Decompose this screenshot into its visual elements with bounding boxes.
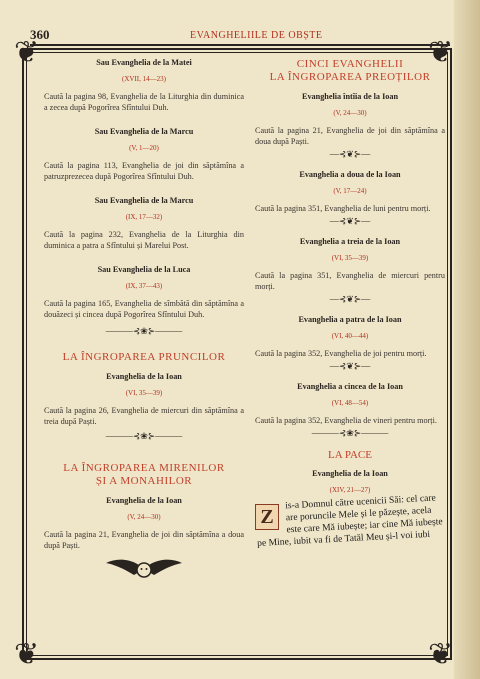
left-column (44, 58, 244, 585)
corner-ornament-icon: ❦ (428, 36, 454, 69)
corner-ornament-icon: ❦ (14, 638, 40, 671)
section-title-line: LA ÎNGROPAREA PREOȚILOR (269, 71, 431, 83)
gospel-item (255, 170, 445, 227)
running-title: EVANGHELIILE DE OBȘTE (190, 30, 323, 41)
gospel-text: Caută la pagina 351, Evanghelia de miercuri pentru morți. (255, 271, 445, 291)
gospel-item (255, 237, 445, 305)
gospel-reference: (VI, 48—54) (331, 399, 369, 407)
gospel-reference: (IX, 17—32) (125, 213, 163, 221)
ornament-divider-icon: —⊰❦⊱— (329, 216, 371, 226)
gospel-reference: (V, 1—20) (129, 144, 159, 152)
pace-passage (255, 492, 445, 550)
gospel-text: Caută la pagina 232, Evanghelia de la Liturghia din duminica a patra a Sfîntului și Marelui Post. (44, 230, 244, 250)
gospel-heading: Evanghelia întîia de la Ioan (302, 92, 398, 101)
section-title (255, 58, 445, 84)
gospel-item (44, 58, 244, 113)
ornament-divider-icon: —⊰❦⊱— (329, 294, 371, 304)
gospel-heading: Evanghelia a treia de la Ioan (299, 237, 401, 246)
gospel-text: Caută la pagina 98, Evanghelia de la Liturghia din duminica a zecea după Pogorîrea Sfîntului Duh. (44, 92, 244, 112)
gospel-reference: (XVII, 14—23) (122, 75, 166, 83)
gospel-text: Caută la pagina 21, Evanghelia de joi din săptămîna a doua după Paști. (44, 530, 244, 550)
gospel-heading: Sau Evanghelia de la Marcu (94, 196, 194, 205)
section-title: LA PACE (328, 449, 372, 461)
gospel-heading: Evanghelia a patra de la Ioan (298, 315, 402, 324)
gospel-heading: Evanghelia de la Ioan (106, 496, 182, 505)
ornament-divider-icon: —⊰❦⊱— (329, 361, 371, 371)
gospel-item (44, 196, 244, 251)
gospel-heading: Evanghelia a cincea de la Ioan (297, 382, 403, 391)
gospel-reference: (V, 24—30) (127, 513, 161, 521)
section-title-line: ȘI A MONAHILOR (95, 475, 193, 487)
gospel-heading: Sau Evanghelia de la Luca (97, 265, 191, 274)
corner-ornament-icon: ❦ (14, 36, 40, 69)
gospel-text: Caută la pagina 351, Evanghelia de luni pentru morți. (255, 204, 431, 213)
gospel-reference: (IX, 37—43) (125, 282, 163, 290)
gospel-text: Caută la pagina 352, Evanghelia de joi pentru morți. (255, 349, 427, 358)
page-number: 360 (30, 27, 50, 42)
gospel-heading: Evanghelia de la Ioan (312, 469, 388, 478)
gospel-text: Caută la pagina 21, Evanghelia de joi din săptămîna a doua după Paști. (255, 126, 445, 146)
corner-ornament-icon: ❦ (428, 638, 454, 671)
ornament-divider-icon: ———⊰❀⊱——— (105, 431, 183, 441)
gospel-text: Caută la pagina 352, Evanghelia de vineri pentru morți. (255, 416, 437, 425)
ornament-divider-icon: ———⊰❀⊱——— (105, 326, 183, 336)
pace-text: is-a Domnul către ucenicii Săi: cel care are poruncile Mele și le păzește, acela este care Mă iubește; iar cine Mă iubește pe Mine, iubit va fi de Tatăl Meu și-l voi iubi (256, 492, 443, 549)
ornament-divider-icon: —⊰❦⊱— (329, 149, 371, 159)
gospel-reference: (VI, 40—44) (331, 332, 369, 340)
gospel-item (255, 315, 445, 372)
gospel-heading: Sau Evanghelia de la Matei (96, 58, 192, 67)
gospel-item (255, 92, 445, 160)
gospel-text: Caută la pagina 165, Evanghelia de sîmbătă din săptămîna a douăzeci și cincea după Pogorîrea Sfîntului Duh. (44, 299, 244, 319)
header-rule (30, 44, 450, 46)
drop-cap: Z (255, 504, 279, 530)
gospel-item (44, 127, 244, 182)
gospel-reference: (XIV, 21—27) (329, 486, 371, 494)
gospel-item (255, 382, 445, 439)
ornament-divider-icon: ———⊰❀⊱——— (311, 428, 389, 438)
section-title (44, 462, 244, 488)
gospel-heading: Evanghelia a doua de la Ioan (299, 170, 401, 179)
section-title-line: CINCI EVANGHELII (296, 58, 404, 70)
winged-cherub-icon (44, 555, 244, 585)
gospel-heading: Evanghelia de la Ioan (106, 372, 182, 381)
section-title: LA ÎNGROPAREA PRUNCILOR (62, 351, 226, 363)
gospel-reference: (V, 17—24) (333, 187, 367, 195)
gospel-reference: (VI, 35—39) (125, 389, 163, 397)
gospel-heading: Sau Evanghelia de la Marcu (94, 127, 194, 136)
right-column (255, 58, 445, 550)
gospel-reference: (VI, 35—39) (331, 254, 369, 262)
gospel-item (44, 265, 244, 320)
section-title-line: LA ÎNGROPAREA MIRENILOR (63, 462, 225, 474)
gospel-text: Caută la pagina 26, Evanghelia de miercuri din săptămîna a treia după Paști. (44, 406, 244, 426)
gospel-reference: (V, 24—30) (333, 109, 367, 117)
gospel-text: Caută la pagina 113, Evanghelia de joi din săptămîna a patruzprezecea după Pogorîrea Sfîntului Duh. (44, 161, 244, 181)
